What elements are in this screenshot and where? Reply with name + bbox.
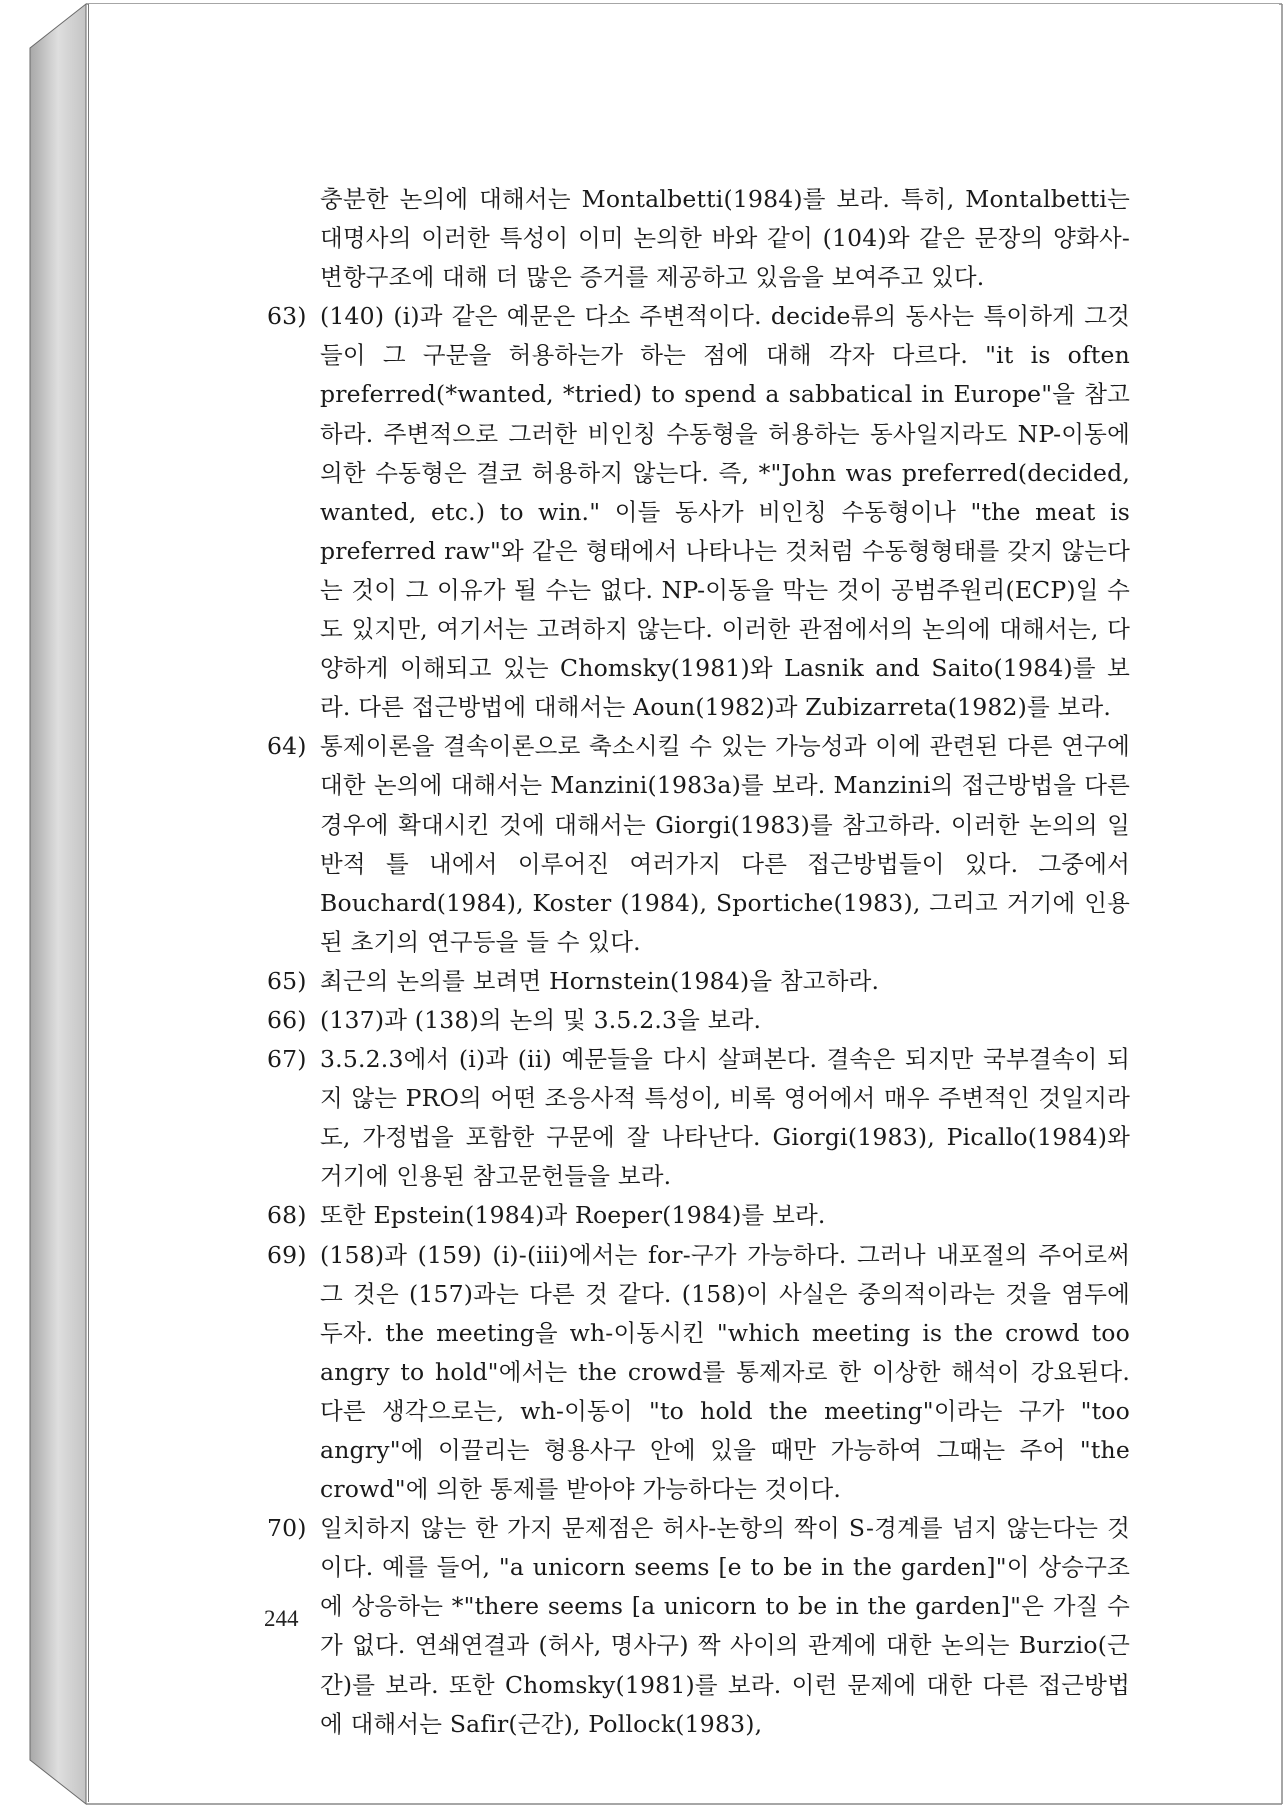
footnote-text: 일치하지 않는 한 가지 문제점은 허사-논항의 짝이 S-경계를 넘지 않는다는 것이다. 예를 들어, "a unicorn seems [e to be in the garden]"이 상승구조에 상응하는 *"there seems [a unicorn to be in the garden]"은 가질 수가 없다. 연쇄연결과 (허사, 명사구) 짝 사이의 관계에 대한 논의는 Burzio(근간)를 보라. 또한 Chomsky(1981)를 보라. 이런 문제에 대한 다른 접근방법에 대해서는 Safir(근간), Pollock(1983), [320, 1514, 1130, 1738]
footnote-67 [267, 1040, 1130, 1196]
footnote-text: 또한 Epstein(1984)과 Roeper(1984)를 보라. [320, 1201, 826, 1230]
footnote-number: 65) [267, 966, 307, 995]
footnote-text: 통제이론을 결속이론으로 축소시킬 수 있는 가능성과 이에 관련된 다른 연구에 대한 논의에 대해서는 Manzini(1983a)를 보라. Manzini의 접근방법을 다른 경우에 확대시킨 것에 대해서는 Giorgi(1983)를 참고하라. 이러한 논의의 일반적 틀 내에서 이루어진 여러가지 다른 접근방법들이 있다. 그중에서 Bouchard(1984), Koster (1984), Sportiche(1983), 그리고 거기에 인용된 초기의 연구등을 들 수 있다. [320, 732, 1130, 956]
footnote-63 [267, 297, 1130, 727]
footnote-68 [267, 1196, 1130, 1235]
footnote-number: 66) [267, 1005, 307, 1034]
footnote-text: (158)과 (159) (i)-(iii)에서는 for-구가 가능하다. 그러나 내포절의 주어로써 그 것은 (157)과는 다른 것 같다. (158)이 사실은 중의적이라는 것을 염두에 두자. the meeting을 wh-이동시킨 "which meeting is the crowd too angry to hold"에서는 the crowd를 통제자로 한 이상한 해석이 강요된다. 다른 생각으로는, wh-이동이 "to hold the meeting"이라는 구가 "too angry"에 이끌리는 형용사구 안에 있을 때만 가능하여 그때는 주어 "the crowd"에 의한 통제를 받아야 가능하다는 것이다. [320, 1240, 1130, 1504]
continued-paragraph: 충분한 논의에 대해서는 Montalbetti(1984)를 보라. 특히, Montalbetti는 대명사의 이러한 특성이 이미 논의한 바와 같이 (104)와 같은 문장의 양화사-변항구조에 대해 더 많은 증거를 제공하고 있음을 보여주고 있다. [320, 185, 1130, 292]
footnote-number: 68) [267, 1201, 307, 1230]
footnote-number: 63) [267, 302, 307, 331]
footnote-number: 67) [267, 1045, 307, 1074]
page-number: 244 [264, 1606, 299, 1631]
footnote-text: (140) (i)과 같은 예문은 다소 주변적이다. decide류의 동사는 특이하게 그것들이 그 구문을 허용하는가 하는 점에 대해 각자 다르다. "it is often preferred(*wanted, *tried) to spend a sabbatical in Europe"을 참고하라. 주변적으로 그러한 비인칭 수동형을 허용하는 동사일지라도 NP-이동에 의한 수동형은 결코 허용하지 않는다. 즉, *"John was preferred(decided, wanted, etc.) to win." 이들 동사가 비인칭 수동형이나 "the meat is preferred raw"와 같은 형태에서 나타나는 것처럼 수동형형태를 갖지 않는다는 것이 그 이유가 될 수는 없다. NP-이동을 막는 것이 공범주원리(ECP)일 수도 있지만, 여기서는 고려하지 않는다. 이러한 관점에서의 논의에 대해서는, 다양하게 이해되고 있는 Chomsky(1981)와 Lasnik and Saito(1984)를 보라. 다른 접근방법에 대해서는 Aoun(1982)과 Zubizarreta(1982)를 보라. [320, 302, 1130, 722]
footnote-number: 69) [267, 1240, 307, 1269]
footnote-text: 최근의 논의를 보려면 Hornstein(1984)을 참고하라. [320, 966, 880, 995]
footnote-69 [267, 1236, 1130, 1510]
footnote-65 [267, 962, 1130, 1001]
footnote-64 [267, 727, 1130, 962]
footnote-text: 3.5.2.3에서 (i)과 (ii) 예문들을 다시 살펴본다. 결속은 되지만 국부결속이 되지 않는 PRO의 어떤 조응사적 특성이, 비록 영어에서 매우 주변적인 것일지라도, 가정법을 포함한 구문에 잘 나타난다. Giorgi(1983), Picallo(1984)와 거기에 인용된 참고문헌들을 보라. [320, 1045, 1130, 1191]
footnote-66 [267, 1001, 1130, 1040]
footnote-number: 64) [267, 732, 307, 761]
footnote-number: 70) [267, 1514, 307, 1543]
footnote-text: (137)과 (138)의 논의 및 3.5.2.3을 보라. [320, 1005, 762, 1034]
